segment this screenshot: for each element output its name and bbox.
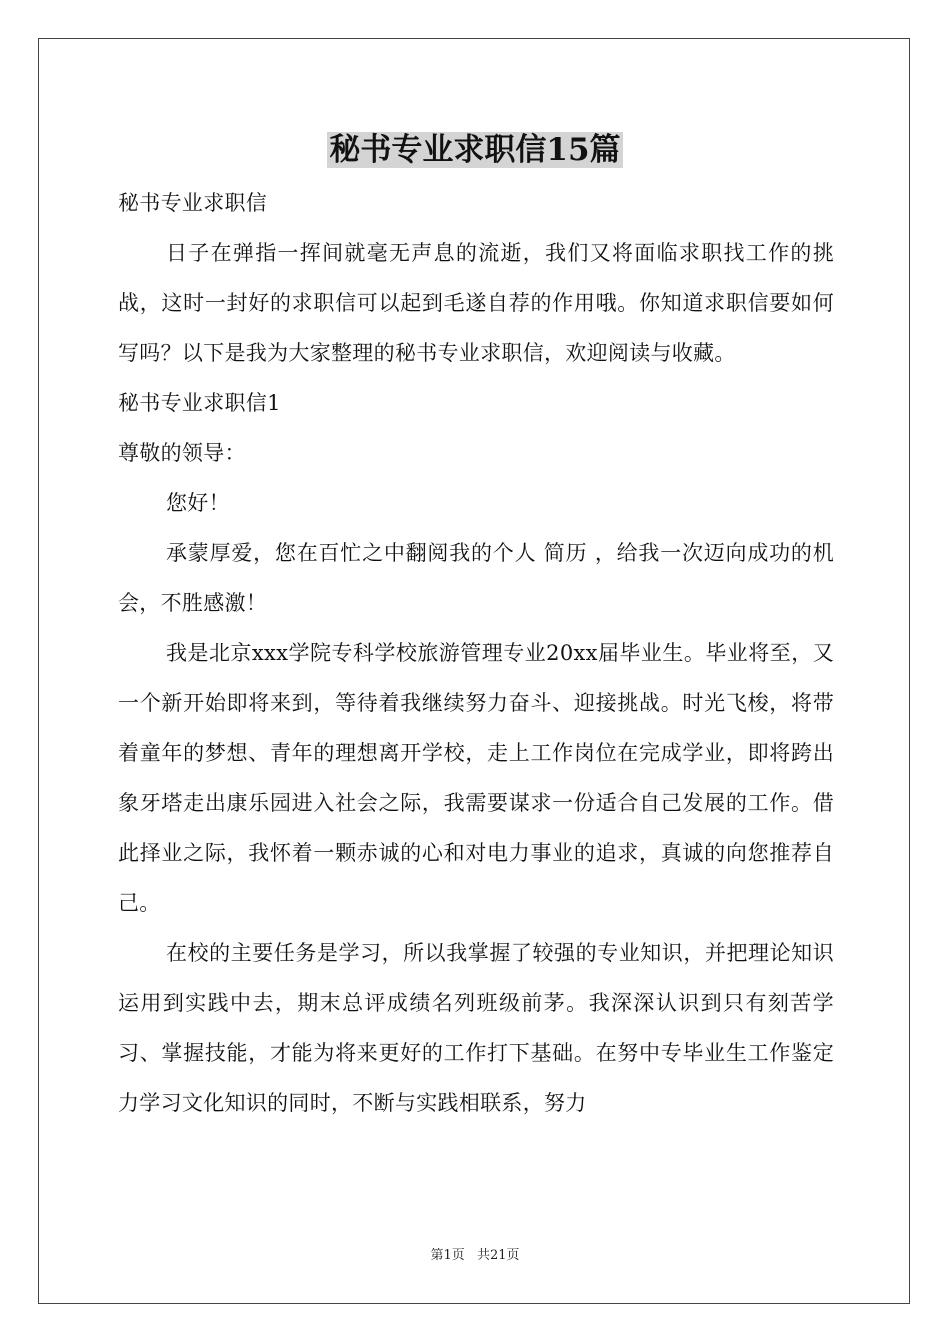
subtitle: 秘书专业求职信	[118, 191, 268, 215]
intro-paragraph: 日子在弹指一挥间就毫无声息的流逝，我们又将面临求职找工作的挑战，这时一封好的求职信可以起到毛遂自荐的作用哦。你知道求职信要如何写吗？以下是我为大家整理的秘书专业求职信，欢迎阅读与收藏。	[118, 241, 834, 365]
salutation: 尊敬的领导：	[118, 441, 246, 465]
greeting: 您好！	[166, 491, 230, 515]
body-paragraph: 我是北京xxx学院专科学校旅游管理专业20xx届毕业生。毕业将至，又一个新开始即将来到，等待着我继续努力奋斗、迎接挑战。时光飞梭，将带着童年的梦想、青年的理想离开学校，走上工作岗位在完成学业，即将跨出象牙塔走出康乐园进入社会之际，我需要谋求一份适合自己发展的工作。借此择业之际，我怀着一颗赤诚的心和对电力事业的追求，真诚的向您推荐自己。	[118, 641, 834, 915]
letter-heading: 秘书专业求职信1	[118, 391, 281, 415]
body-paragraph: 在校的主要任务是学习，所以我掌握了较强的专业知识，并把理论知识运用到实践中去，期末总评成绩名列班级前茅。我深深认识到只有刻苦学习、掌握技能，才能为将来更好的工作打下基础。在努中专毕业生工作鉴定力学习文化知识的同时，不断与实践相联系，努力	[118, 941, 834, 1115]
page-footer	[0, 1246, 950, 1266]
page-total: 共21页	[476, 1248, 520, 1263]
body-paragraph: 承蒙厚爱，您在百忙之中翻阅我的个人 简历 ，给我一次迈向成功的机会，不胜感激！	[118, 541, 834, 615]
page-number: 第1页	[430, 1248, 465, 1263]
document-title: 秘书专业求职信15篇	[329, 132, 621, 168]
document-body	[118, 178, 834, 1128]
